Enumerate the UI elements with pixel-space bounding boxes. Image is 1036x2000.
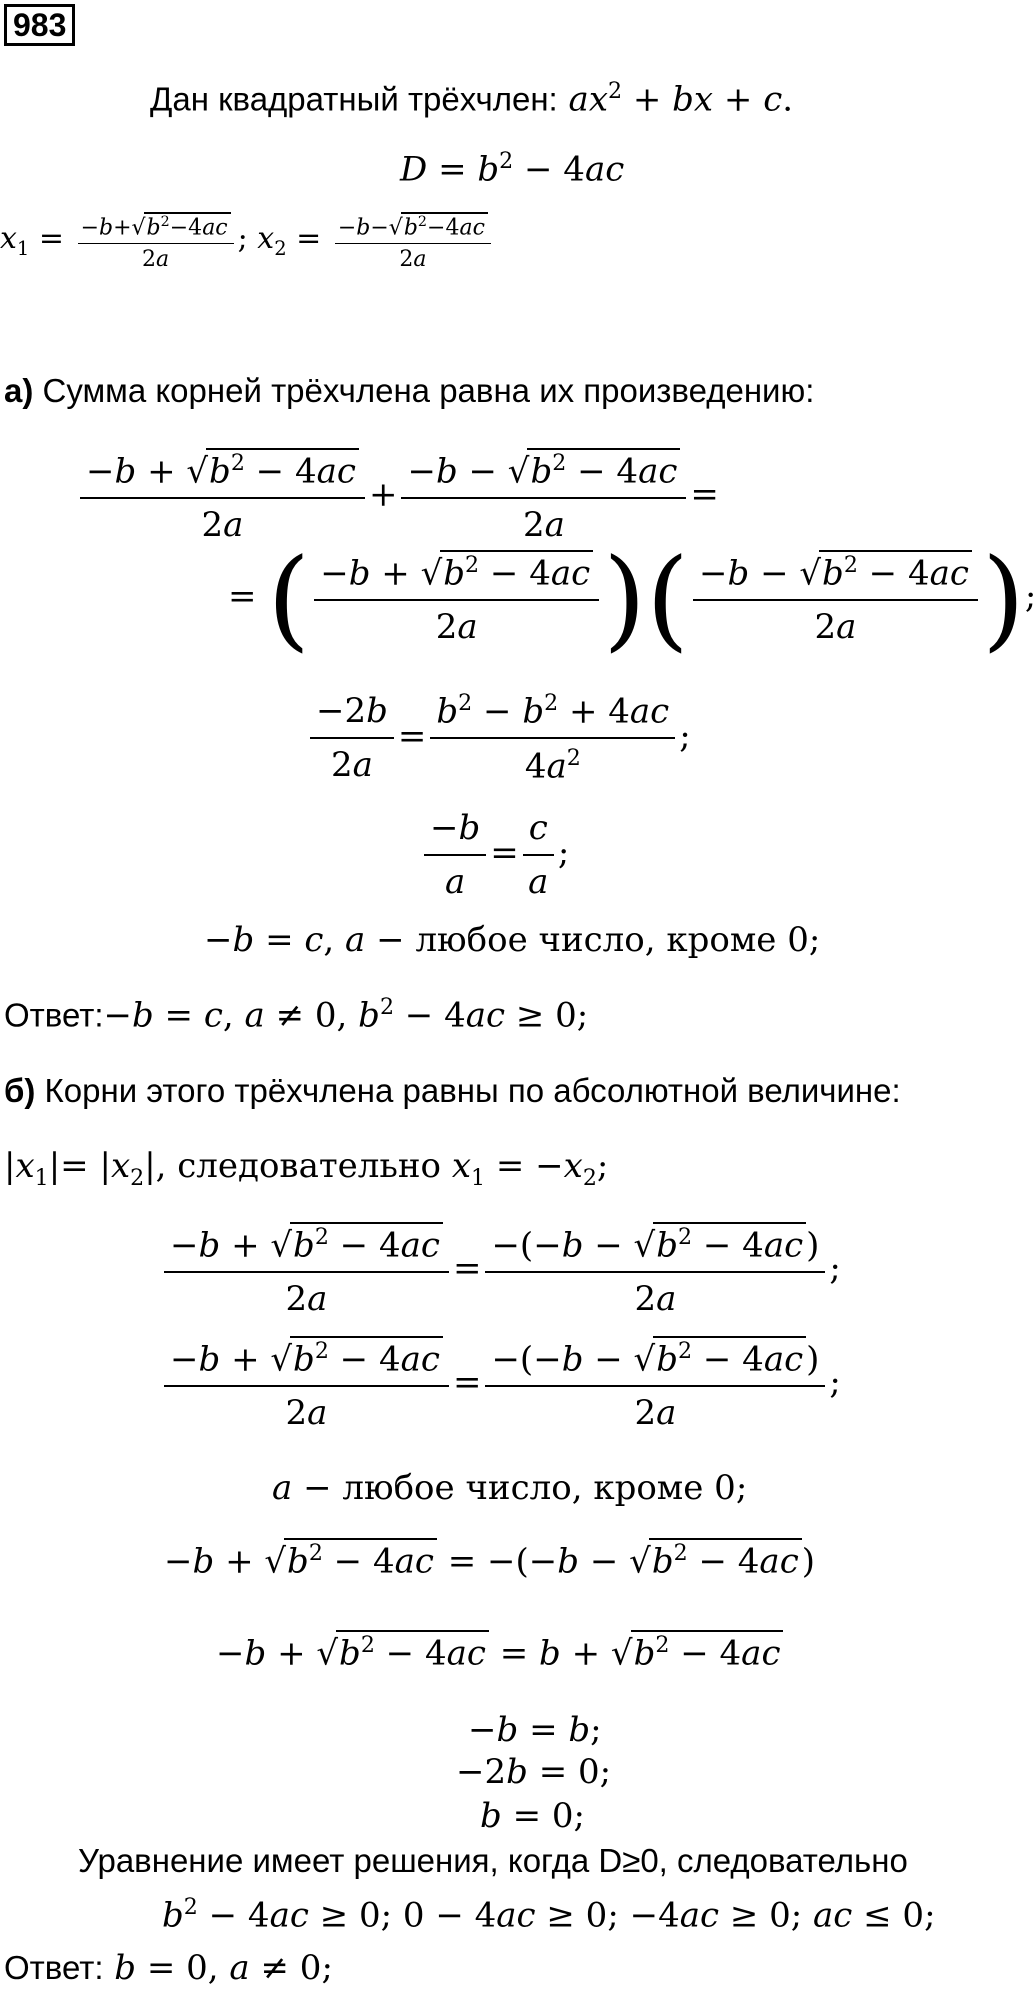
part-a-text: Сумма корней трёхчлена равна их произведению: [42,372,815,409]
eq-a-4: $\frac{-b}{a}$ = $\frac{c}{a}$ ; [420,808,569,902]
answer-a-label: Ответ: [4,996,104,1034]
part-b-cond: любое число, кроме 0; [342,1468,748,1508]
eq-b-5: $-b + √b^2 - 4ac = -(-b - √b^2 - 4ac)$ [164,1540,815,1582]
eq-a-3: $\frac{-2b}{2a}$ = $\frac{b^2 - b^2 + 4ac}{4a^2}$ ; [306,690,691,787]
eq-b-4: a − любое число, кроме 0; [272,1468,748,1508]
part-a-cond: любое число, кроме 0; [415,920,821,960]
part-b-text: Корни этого трёхчлена равны по абсолютной величине: [44,1072,901,1109]
eq-b-8: −2b = 0; [456,1752,612,1792]
eq-a-2: = ( $\frac{-b + √b^2 - 4ac}{2a}$ )( $\frac{-b - √b^2 - 4ac}{2a}$ ); [228,534,1036,663]
answer-b-label: Ответ: [4,1949,104,1986]
answer-a: Ответ:−b = c, a ≠ 0, $b^2 - 4ac \ge 0$; [4,994,589,1036]
part-a-heading [4,372,814,410]
eq-b-3: $\frac{-b + √b^2 - 4ac}{2a}$ = $\frac{-(-b - √b^2 - 4ac)}{2a}$ ; [160,1336,841,1433]
part-b-heading [4,1072,901,1110]
answer-b: Ответ: b = 0, a ≠ 0; [4,1948,333,1988]
intro-line: Дан квадратный трёхчлен: $ax^2$ + bx + c. [150,78,794,120]
eq-b-1: $|x_1|= |x_2|$, следовательно $x_1 = -x_2$; [4,1146,609,1191]
problem-number: 983 [4,4,75,46]
part-b-label: б) [4,1072,36,1109]
part-b-conseq: следовательно [177,1146,442,1186]
part-a-label: а) [4,372,34,409]
solutions-text: Уравнение имеет решения, когда D≥0, следовательно [78,1842,908,1879]
intro-text: Дан квадратный трёхчлен: [150,80,558,118]
eq-a-1: $\frac{-b + √b^2 - 4ac}{2a}$ + $\frac{-b - √b^2 - 4ac}{2a}$ = [76,448,719,545]
eq-b-9: b = 0; [480,1796,585,1836]
eq-b-10: $b^2 - 4ac \ge 0$; 0 − 4ac ≥ 0; −4ac ≥ 0; ac ≤ 0; [162,1894,936,1936]
eq-a-5: −b = c, a − любое число, кроме 0; [204,920,821,960]
eq-b-7: −b = b; [468,1710,602,1750]
eq-b-6: $-b + √b^2 - 4ac = b + √b^2 - 4ac$ [216,1630,783,1673]
eq-b-2: $\frac{-b + √b^2 - 4ac}{2a}$ = $\frac{-(-b - √b^2 - 4ac)}{2a}$ ; [160,1222,841,1319]
discriminant-formula: $D = b^2 - 4ac$ [400,148,625,190]
roots-formula: $x_1$ = $\frac{-b+√b^2-4ac}{2a}$ ; $x_2$ = $\frac{-b-√b^2-4ac}{2a}$ [0,212,495,272]
